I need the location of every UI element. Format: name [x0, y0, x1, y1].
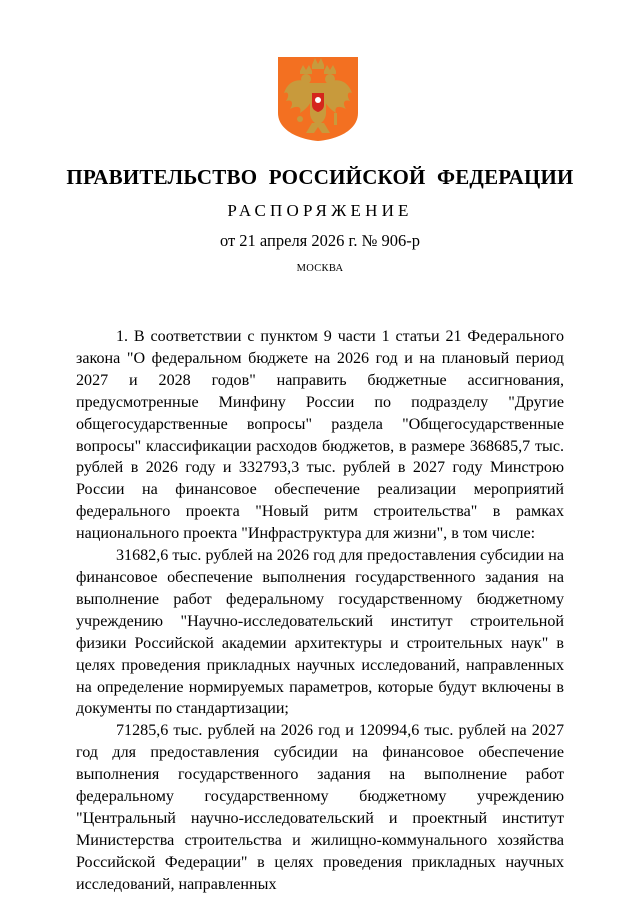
document-body — [76, 326, 564, 896]
paragraph: 1. В соответствии с пунктом 9 части 1 статьи 21 Федерального закона "О федеральном бюджете на 2026 год и на плановый период 2027 и 2028 годов" направить бюджетные ассигнования, предусмотренные Минфину России по подразделу "Другие общегосударственные вопросы" раздела "Общегосударственные вопросы" классификации расходов бюджетов, в размере 368685,7 тыс. рублей в 2026 году и 332793,3 тыс. рублей в 2027 году Минстрою России на финансовое обеспечение реализации мероприятий федерального проекта "Новый ритм строительства" в рамках национального проекта "Инфраструктура для жизни", в том числе: — [76, 328, 564, 543]
paragraph: 31682,6 тыс. рублей на 2026 год для предоставления субсидии на финансовое обеспечение выполнения государственного задания на выполнение работ федеральному государственному бюджетному учреждению "Научно-исследовательский институт строительной физики Российской академии архитектуры и строительных наук" в целях проведения прикладных научных исследований, направленных на определение нормируемых параметров, которые будут включены в документы по стандартизации; — [76, 547, 564, 718]
document-date-number: от 21 апреля 2026 г. № 906-р — [219, 231, 421, 250]
document-type: РАСПОРЯЖЕНИЕ — [227, 201, 413, 220]
government-title: ПРАВИТЕЛЬСТВО РОССИЙСКОЙ ФЕДЕРАЦИИ — [66, 165, 574, 189]
coat-of-arms-icon — [276, 55, 360, 143]
document-city: МОСКВА — [296, 263, 344, 274]
paragraph: 71285,6 тыс. рублей на 2026 год и 120994,6 тыс. рублей на 2027 год для предоставления субсидии на финансовое обеспечение выполнения государственного задания на выполнение работ федеральному государственному бюджетному учреждению "Центральный научно-исследовательский и проектный институт Министерства строительства и жилищно-коммунального хозяйства Российской Федерации" в целях проведения прикладных научных исследований, направленных — [76, 722, 564, 893]
